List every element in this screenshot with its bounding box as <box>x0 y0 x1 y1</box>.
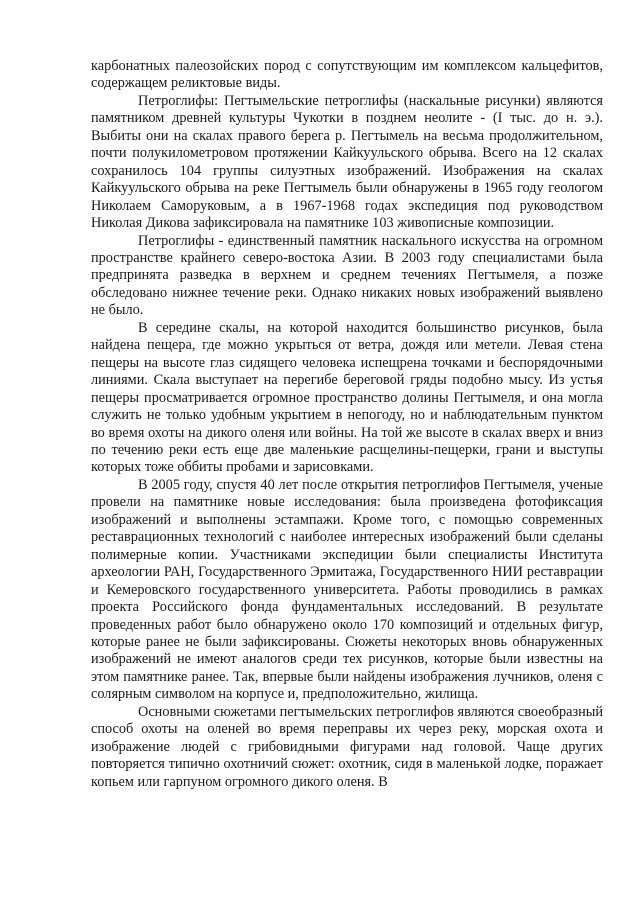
paragraph-2005-research: В 2005 году, спустя 40 лет после открытия петроглифов Пегтымеля, ученые провели на памятнике новые исследования: была произведена фотофиксация изображений и выполнены эстампажи. Кроме того, с помощью современных реставрационных технологий с наиболее интересных изображений были сделаны полимерные копии. Участниками экспедиции были специалисты Института археологии РАН, Государственного Эрмитажа, Государственного НИИ реставрации и Кемеровского государственного университета. Работы проводились в рамках проекта Российского фонда фундаментальных исследований. В результате проведенных работ было обнаружено около 170 композиций и отдельных фигур, которые ранее не были зафиксированы. Сюжеты некоторых вновь обнаруженных изображений не имеют аналогов среди тех рисунков, которые были известны на этом памятнике ранее. Так, впервые были найдены изображения лучников, оленя с солярным символом на корпусе и, предположительно, жилища. <box>91 476 603 703</box>
paragraph-continuation: карбонатных палеозойских пород с сопутствующим им комплексом кальцефитов, содержащем реликтовые виды. <box>91 58 603 92</box>
document-body <box>91 58 603 791</box>
paragraph-petroglyphs-intro: Петроглифы: Пегтымельские петроглифы (наскальные рисунки) являются памятником древней культуры Чукотки в позднем неолите - (I тыс. до н. э.). Выбиты они на скалах правого берега р. Пегтымель на весьма продолжительном, почти полукилометровом протяжении Кайкуульского обрыва. Всего на 12 скалах сохранилось 104 группы силуэтных изображений. Изображения на скалах Кайкуульского обрыва на реке Пегтымель были обнаружены в 1965 году геологом Николаем Саморуковым, а в 1967-1968 годах экспедиция под руководством Николая Дикова зафиксировала на памятнике 103 живописные композиции. <box>91 92 603 232</box>
paragraph-cave: В середине скалы, на которой находится большинство рисунков, была найдена пещера, где можно укрыться от ветра, дождя или метели. Левая стена пещеры на высоте глаз сидящего человека испещрена точками и беспорядочными линиями. Скала выступает на перегибе береговой гряды подобно мысу. Из устья пещеры просматривается огромное пространство долины Пегтымеля, и она могла служить не только удобным укрытием в непогоду, но и наблюдательным пунктом во время охоты на дикого оленя или войны. На той же высоте в скалах вверх и вниз по течению реки есть еще две маленькие расщелины-пещерки, грани и выступы которых тоже оббиты пробами и зарисовками. <box>91 319 603 476</box>
paragraph-unique-monument: Петроглифы - единственный памятник наскального искусства на огромном пространстве крайнего северо-востока Азии. В 2003 году специалистами была предпринята разведка в верхнем и среднем течениях Пегтымеля, а позже обследовано нижнее течение реки. Однако никаких новых изображений выявлено не было. <box>91 232 603 319</box>
paragraph-main-subjects: Основными сюжетами пегтымельских петроглифов являются своеобразный способ охоты на оленей во время переправы их через реку, морская охота и изображение людей с грибовидными фигурами над головой. Чаще других повторяется типично охотничий сюжет: охотник, сидя в маленькой лодке, поражает копьем или гарпуном огромного дикого оленя. В <box>91 703 603 790</box>
